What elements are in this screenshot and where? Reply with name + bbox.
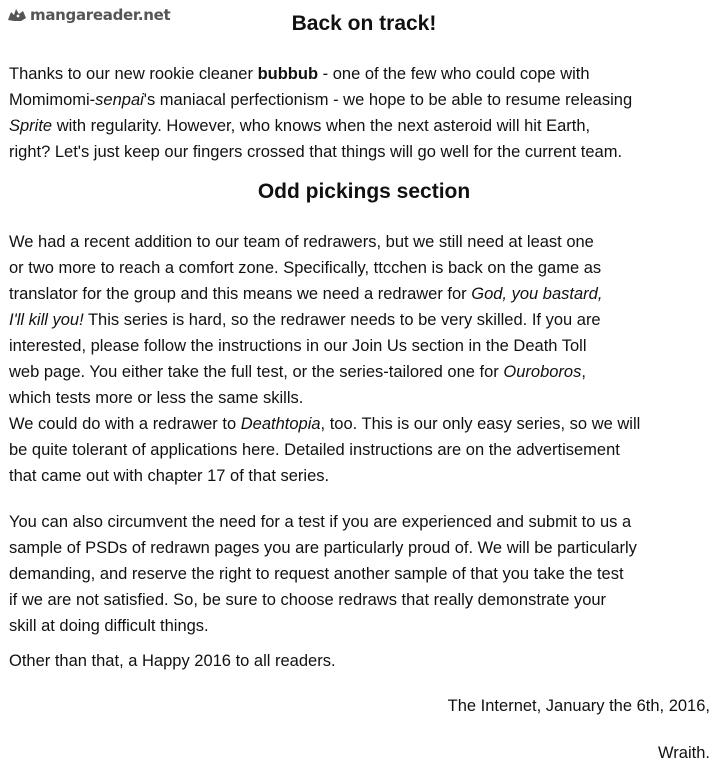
text-line: Thanks to our new rookie cleaner bubbub - one of the few who could cope with	[9, 65, 590, 83]
text-line: skill at doing difficult things.	[9, 617, 209, 635]
text-line: We could do with a redrawer to Deathtopia, too. This is our only easy series, so we will	[9, 415, 641, 433]
text-line: be quite tolerant of applications here. Detailed instructions are on the advertisement	[9, 441, 620, 459]
text-line: sample of PSDs of redrawn pages you are particularly proud of. We will be particularly	[9, 539, 637, 557]
section-title-odd-pickings: Odd pickings section	[257, 180, 471, 203]
paragraph-happy-new-year	[9, 648, 719, 674]
signature-author: Wraith.	[658, 744, 710, 762]
text-line: web page. You either take the full test, or the series-tailored one for Ouroboros,	[9, 363, 586, 381]
text-line: You can also circumvent the need for a test if you are experienced and submit to us a	[9, 513, 632, 531]
watermark-text: mangareader.net	[30, 6, 171, 24]
section-title-back-on-track: Back on track!	[291, 12, 437, 35]
text-line: or two more to reach a comfort zone. Specifically, ttcchen is back on the game as	[9, 259, 602, 277]
text-line: translator for the group and this means we need a redrawer for God, you bastard,	[9, 285, 603, 303]
signature-date: The Internet, January the 6th, 2016,	[447, 697, 710, 715]
text-line: Momimomi-senpai's maniacal perfectionism - we hope to be able to resume releasing	[9, 91, 633, 109]
text-line: which tests more or less the same skills.	[9, 389, 304, 407]
text-line: interested, please follow the instructions in our Join Us section in the Death Toll	[9, 337, 587, 355]
paragraph-back-on-track	[9, 61, 719, 165]
paragraph-deathtopia	[9, 411, 719, 489]
text-line: Sprite with regularity. However, who knows when the next asteroid will hit Earth,	[9, 117, 591, 135]
text-line: that came out with chapter 17 of that series.	[9, 467, 330, 485]
text-line: We had a recent addition to our team of redrawers, but we still need at least one	[9, 233, 594, 251]
paragraph-redrawers	[9, 229, 719, 411]
text-line: right? Let's just keep our fingers crossed that things will go well for the current team.	[9, 143, 623, 161]
text-line: I'll kill you! This series is hard, so the redrawer needs to be very skilled. If you are	[9, 311, 601, 329]
text-line: demanding, and reserve the right to request another sample of that you take the test	[9, 565, 624, 583]
text-line: if we are not satisfied. So, be sure to choose redraws that really demonstrate your	[9, 591, 607, 609]
paragraph-circumvent-test	[9, 509, 719, 639]
text-line: Other than that, a Happy 2016 to all readers.	[9, 652, 336, 670]
